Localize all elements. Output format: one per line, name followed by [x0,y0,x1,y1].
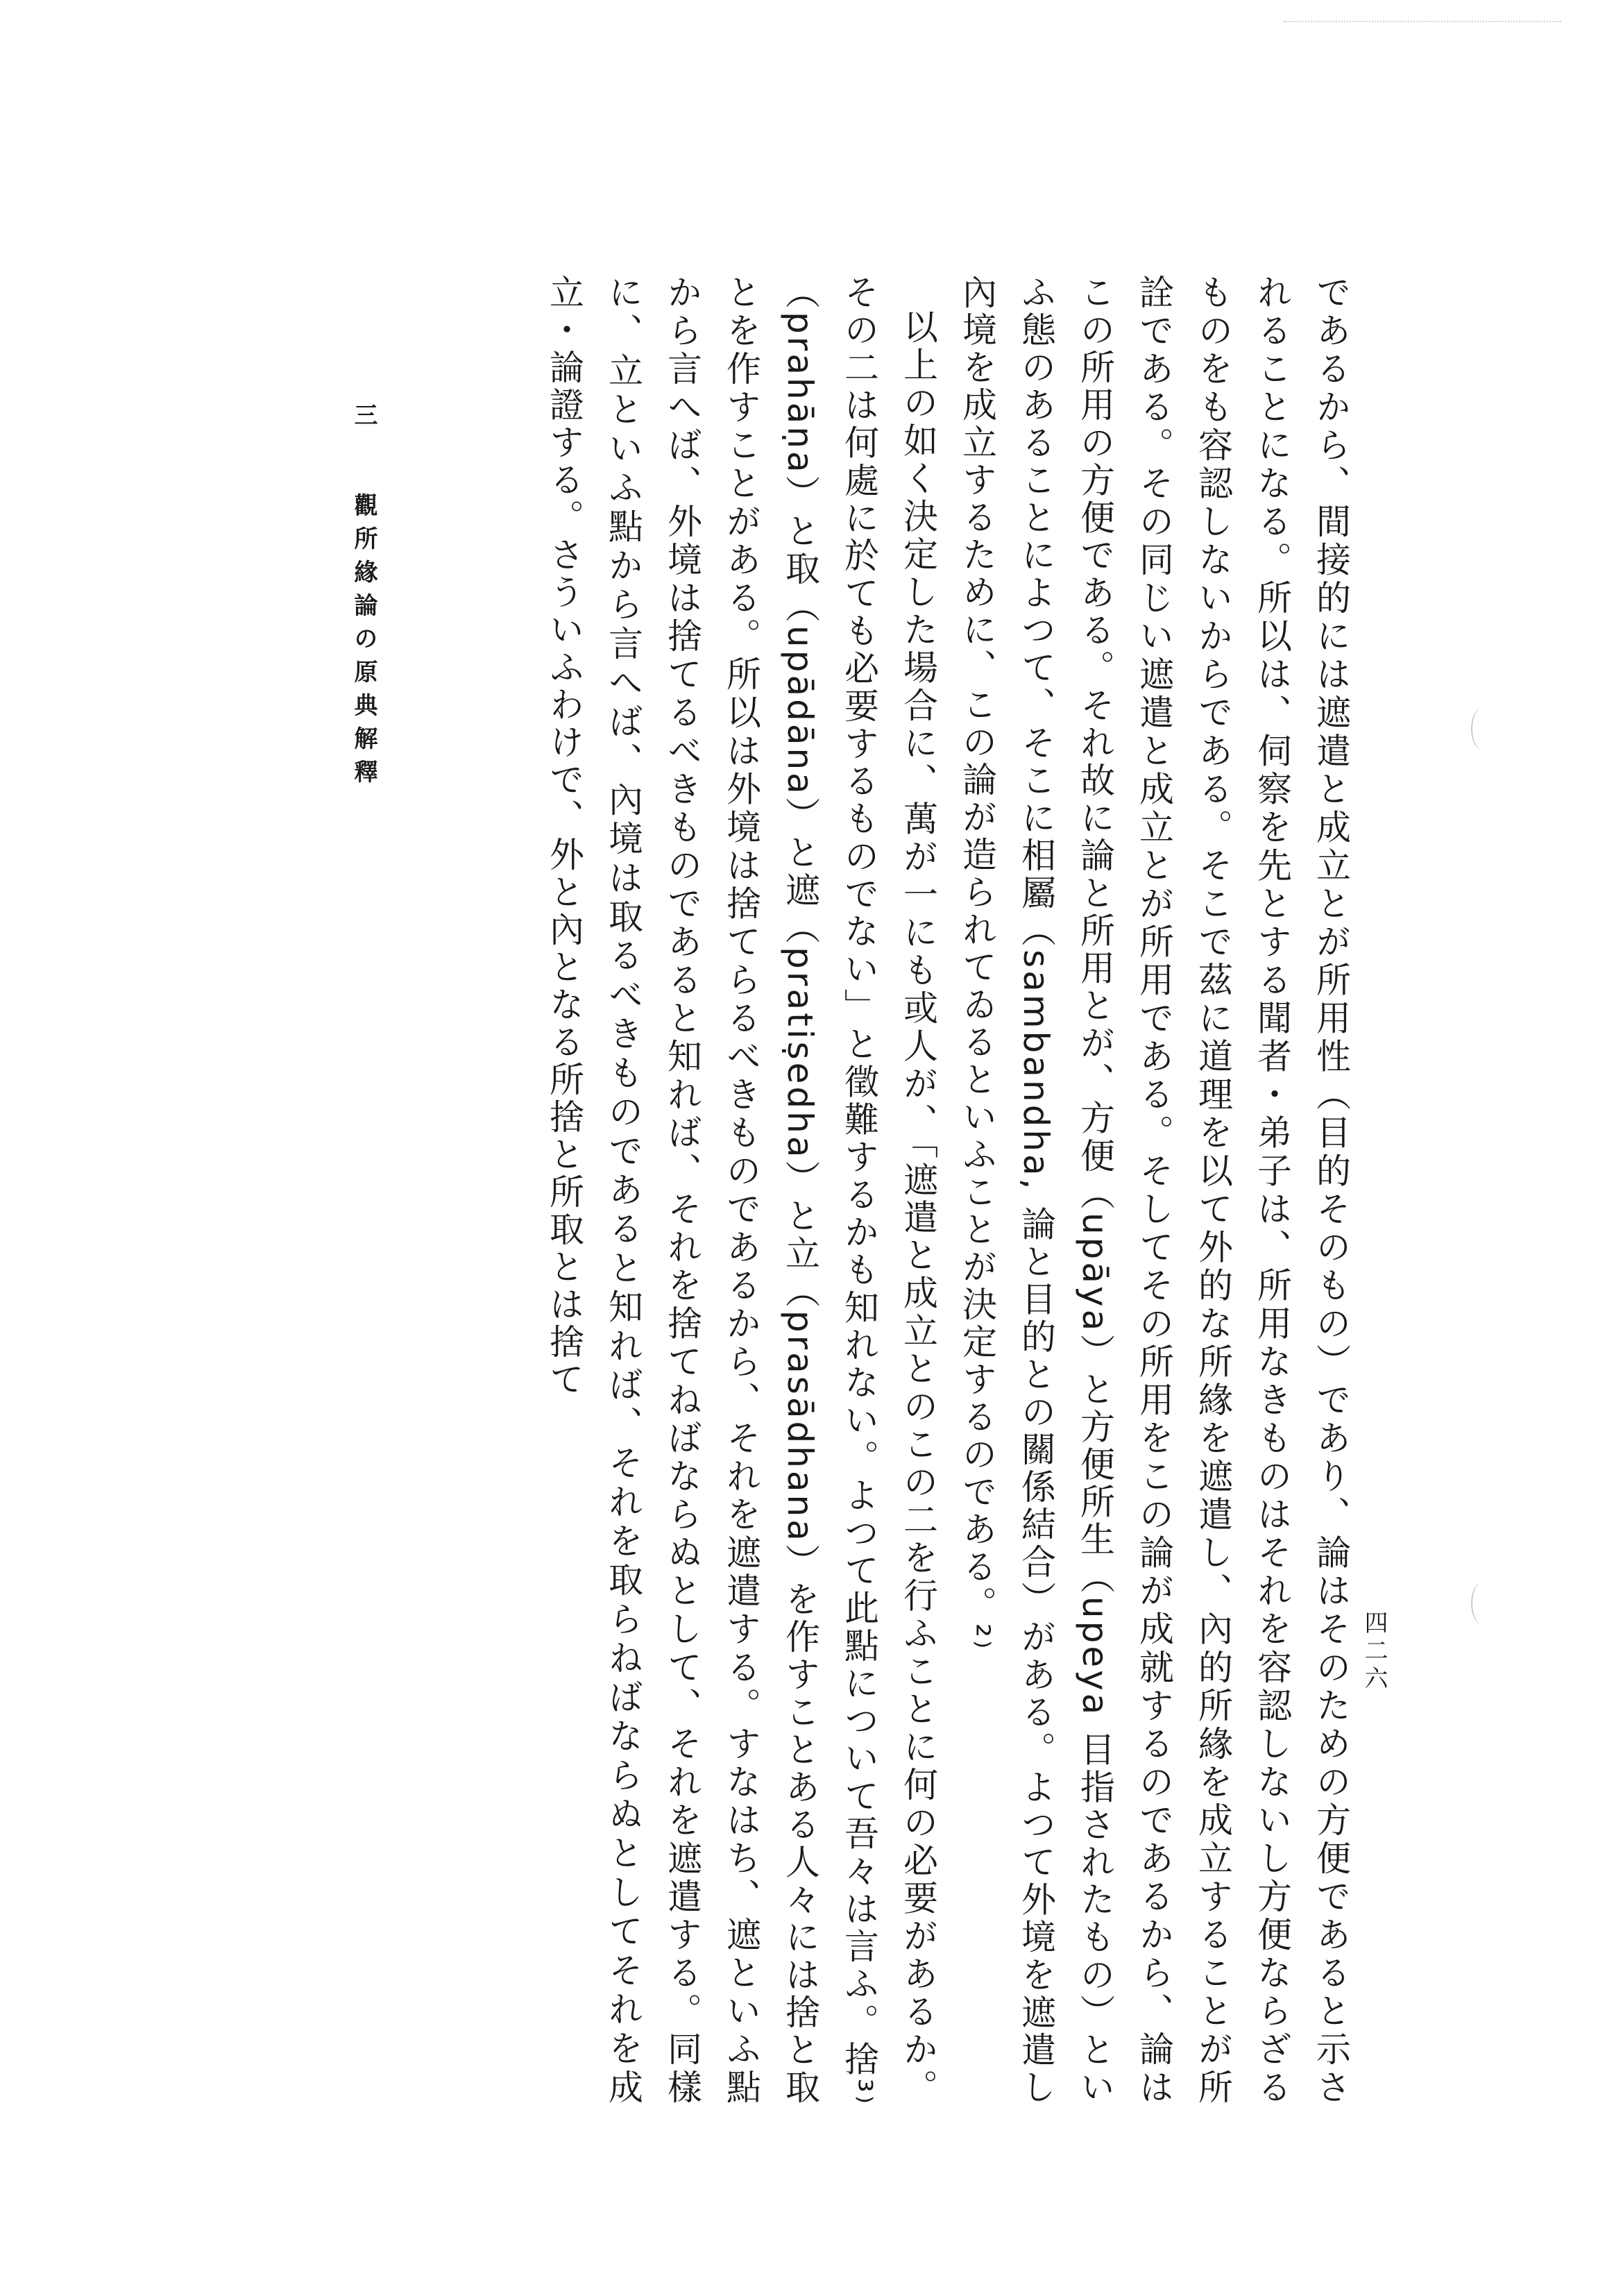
scan-specks [1284,21,1561,29]
running-title: 觀所緣論の原典解釋 [350,492,377,793]
binding-mark [1471,708,1493,750]
paragraph-1: であるから、間接的には遮遣と成立とが所用性（目的そのもの）であり、論はそのための方便であると示されることになる。所以は、伺察を先とする聞者・弟子は、所用なきものはそれを容認しないし方便ならざるものをも容認しないからである。そこで茲に道理を以て外的な所緣を遮遣し、內的所緣を成立することが所詮である。その同じい遮遣と成立とが所用である。そしてその所用をこの論が成就するのであるから、論はこの所用の方便である。それ故に論と所用とが、方便（upāya）と方便所生（upeya 目指されたもの）といふ態のあることによつて、そこに相屬（sambandha, 論と目的との關係結合）がある。よつて外境を遮遣し內境を成立するために、この論が造られてゐるといふことが決定するのである。²⁾ [957,274,1351,2107]
binding-mark [1471,1582,1493,1624]
page-number: 四二六 [1360,1610,1388,1694]
body-text [149,274,1360,2107]
paragraph-2: 以上の如く決定した場合に、萬が一にも或人が、「遮遣と成立とのこの二を行ふことに何の必要があるか。その二は何處に於ても必要するものでない」と徵難するかも知れない。よつて此點について吾々は言ふ。捨³⁾（prahāṇa）と取（upādāna）と遮（pratiṣedha）と立（prasādhana）を作すことある人々には捨と取とを作すことがある。所以は外境は捨てらるべきものであるから、それを遮遣する。すなはち、遮といふ點から言へば、外境は捨てるべきものであると知れば、それを捨てねばならぬとして、それを遮遣する。同樣に、立といふ點から言へば、內境は取るべきものであると知れば、それを取らねばならぬとしてそれを成立・論證する。さういふわけで、外と內となる所捨と所取とは捨て [544,274,938,2107]
section-number: 三 [350,403,377,436]
